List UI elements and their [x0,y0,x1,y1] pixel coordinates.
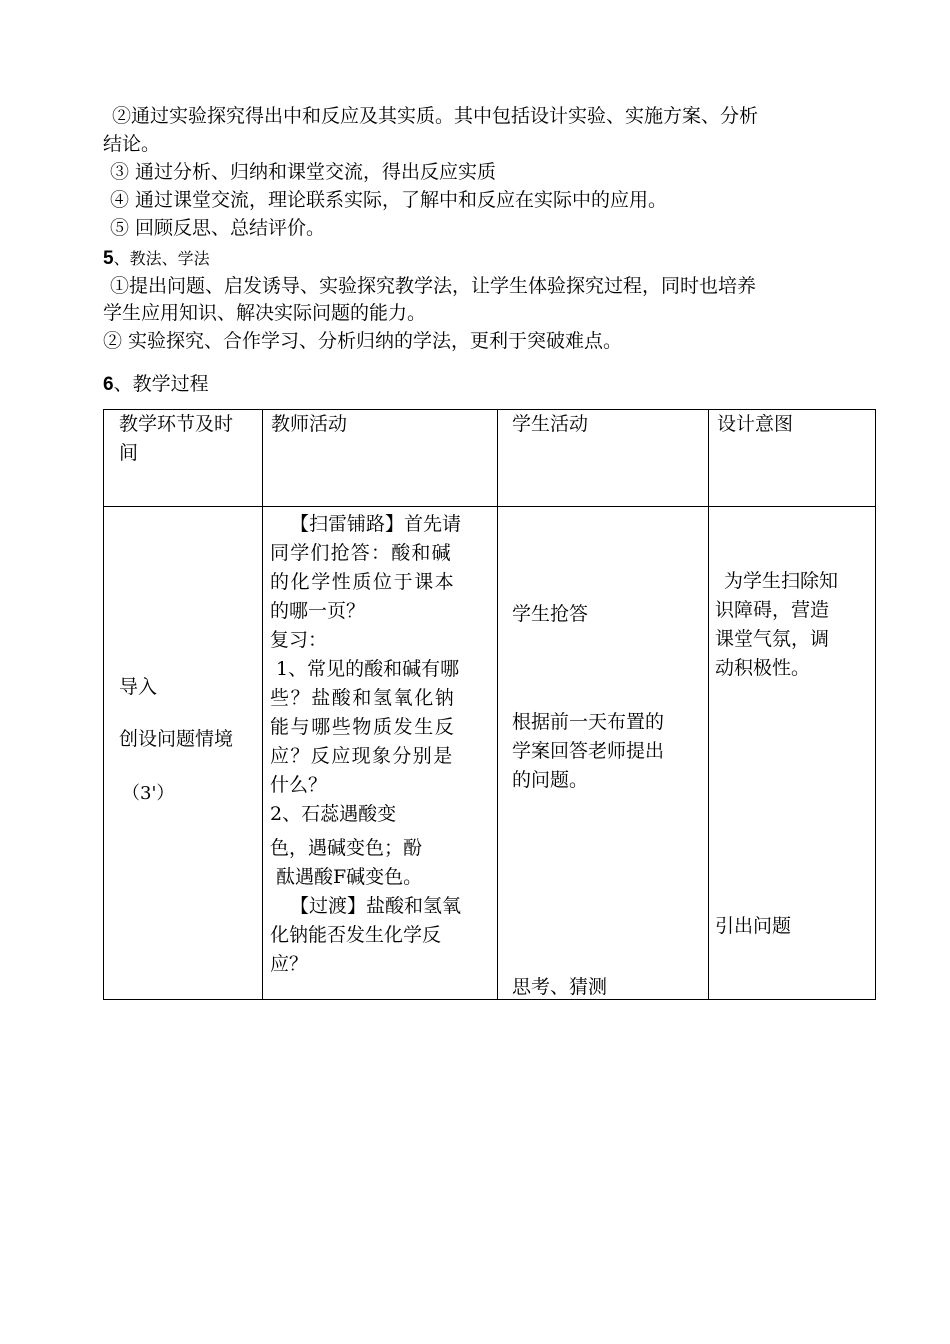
student-cell [498,507,709,1000]
section-6-heading [103,369,209,396]
step-2-line-2: 结论。 [103,133,161,155]
design-question: 引出问题 [715,915,792,937]
step-5: ⑤ 回顾反思、总结评价。 [110,217,326,239]
design-purpose-line: 动积极性。 [715,657,811,679]
header-student-label: 学生活动 [512,413,589,435]
teacher-line: 1、常见的酸和碱有哪 [276,658,460,680]
teacher-line: 的化学性质位于课本 [270,571,456,593]
teacher-line: 【扫雷铺路】首先请 [290,513,462,535]
header-stage-line-2: 间 [119,442,139,464]
teacher-line: 复习： [270,629,328,651]
section-5-line-3: ② 实验探究、合作学习、分析归纳的学法，更利于突破难点。 [103,330,623,352]
header-design-label: 设计意图 [717,413,794,435]
section-5-title: 、教法、学法 [113,249,210,268]
teacher-line: 化钠能否发生化学反 [270,924,442,946]
stage-label: 导入 [119,676,158,698]
design-purpose-line: 为学生扫除知 [724,570,839,592]
step-2-line-1: ②通过实验探究得出中和反应及其实质。其中包括设计实验、实施方案、分析 [112,105,759,127]
teacher-line: 应？ [270,953,309,975]
design-purpose-line: 识障碍，营造 [715,599,830,621]
section-6-title: 、教学过程 [113,373,209,395]
stage-scenario: 创设问题情境 [119,728,234,750]
student-think: 思考、猜测 [512,976,608,998]
section-5-number: 5 [103,248,114,269]
teaching-process-table [103,409,876,1000]
teacher-line: 的哪一页？ [270,600,366,622]
header-teacher [263,410,498,507]
table-row [104,507,876,1000]
header-student [498,410,709,507]
design-cell [709,507,876,1000]
section-5-heading [103,246,210,270]
teacher-line: 什么？ [270,774,328,796]
teacher-line: 些？盐酸和氢氧化钠 [270,687,456,709]
teacher-line: 酞遇酸F碱变色。 [276,866,423,888]
table-header-row [104,410,876,507]
student-respond-line: 的问题。 [512,769,589,791]
stage-cell [104,507,263,1000]
teacher-line: 同学们抢答：酸和碱 [270,542,452,564]
step-4: ④ 通过课堂交流，理论联系实际，了解中和反应在实际中的应用。 [110,189,668,211]
section-6-number: 6 [103,374,114,395]
teacher-line: 2、石蕊遇酸变 [270,803,397,825]
stage-time: （3'） [122,783,175,804]
teacher-line: 色，遇碱变色；酚 [270,837,423,859]
teacher-line: 【过渡】盐酸和氢氧 [290,895,462,917]
section-5-line-1: ①提出问题、启发诱导、实验探究教学法，让学生体验探究过程，同时也培养 [110,275,757,297]
design-purpose-line: 课堂气氛，调 [715,628,830,650]
teacher-line: 应？反应现象分别是 [270,745,454,767]
teacher-line: 能与哪些物质发生反 [270,716,456,738]
step-3: ③ 通过分析、归纳和课堂交流，得出反应实质 [110,161,497,183]
section-5-line-2: 学生应用知识、解决实际问题的能力。 [103,302,427,324]
header-design [709,410,876,507]
student-respond-line: 学案回答老师提出 [512,740,665,762]
header-stage [104,410,263,507]
header-teacher-label: 教师活动 [271,413,348,435]
header-stage-line-1: 教学环节及时 [119,413,234,435]
student-answer: 学生抢答 [512,603,589,625]
student-respond-line: 根据前一天布置的 [512,711,665,733]
teacher-cell [263,507,498,1000]
